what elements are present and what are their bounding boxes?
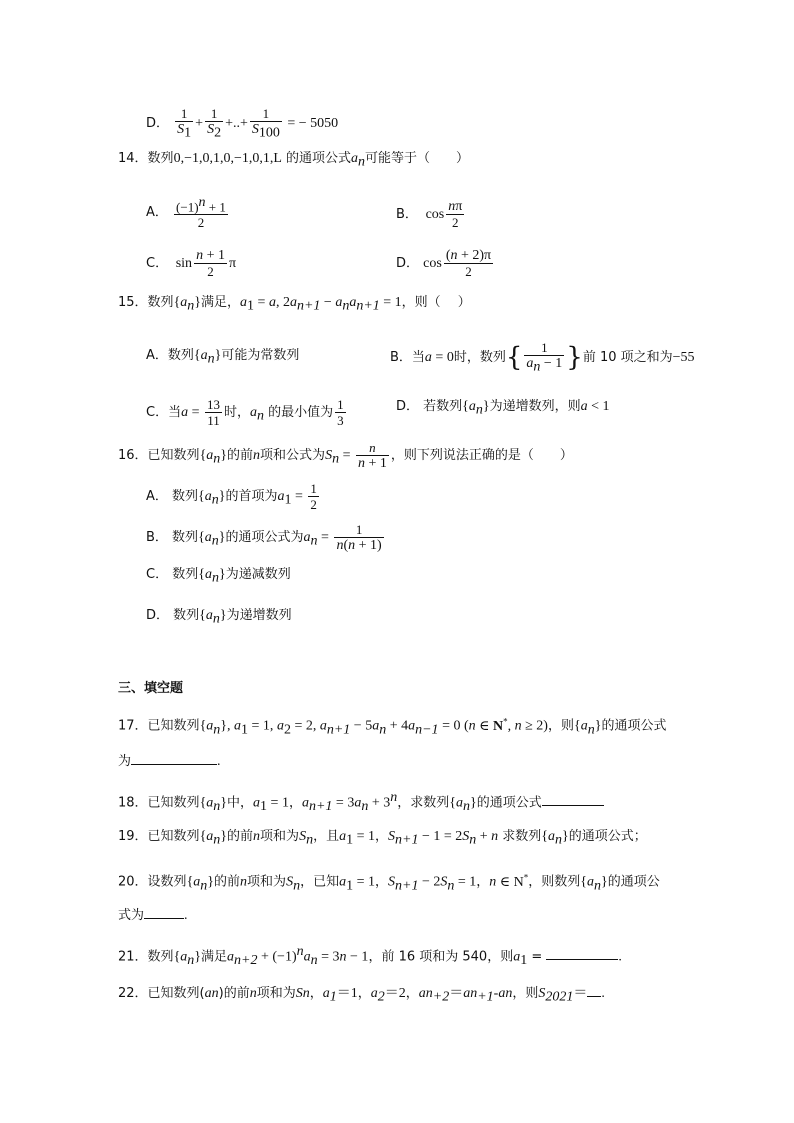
q15-option-c: C．当a = $\frac{13}{11}$ 时，$a_n$ 的最小值为 $\frac{1}{3}$: [146, 397, 344, 428]
q14-option-a: A． $\frac{(-1)^n + 1}{2}$: [146, 195, 226, 231]
answer-blank[interactable]: [131, 750, 217, 765]
q20-answer-line: 式为 .: [118, 904, 188, 926]
q16-option-d: D． 数列$\{a_n\}$为递增数列: [146, 608, 292, 627]
q15-option-d: D． 若数列$\{a_n\}$为递增数列，则a < 1: [396, 399, 610, 418]
q19-stem: 19．已知数列$\{a_n\}$的前n项和为$S_n$，且$a_1 = 1$，$S_{n+1} - 1 = 2S_n + n$ 求数列$\{a_n\}$的通项公式；: [118, 829, 647, 848]
q15-option-a: A．数列$\{a_n\}$可能为常数列: [146, 348, 300, 367]
q14-option-d: D． cos $\frac{(n + 2)\pi}{2}$: [396, 248, 492, 279]
q14-option-c: C． sin $\frac{n + 1}{2}$ π: [146, 248, 237, 279]
q18-stem: 18．已知数列$\{a_n\}$中，$a_1 = 1$，$a_{n+1} = 3a_n + 3^n$，求数列$\{a_n\}$的通项公式: [118, 788, 604, 817]
q13-option-d: D． $\frac{1}{S_1}$ + $\frac{1}{S_2}$ +..+ $\frac{1}{S_{100}}$ = − 5050: [146, 106, 339, 141]
q16-option-c: C． 数列$\{a_n\}$为递减数列: [146, 567, 291, 586]
q16-stem: 16．已知数列$\{a_n\}$的前n项和公式为$S_n$ = $\frac{n}{n + 1}$ ，则下列说法正确的是（ ）: [118, 440, 573, 471]
answer-blank[interactable]: [587, 982, 601, 997]
q22-stem: 22．已知数列(an)的前n项和为Sn，$a_1=1$，$a_2=2$，$an_{+2}=an_{+1}-an$，则$S_{2021}=$ .: [118, 982, 605, 1008]
q14-option-b: B． cos $\frac{n\pi}{2}$: [396, 199, 463, 230]
q16-option-a: A． 数列$\{a_n\}$的首项为$a_1$ = $\frac{1}{2}$: [146, 481, 317, 512]
q17-stem: 17．已知数列$\{a_n\}$, $a_1 = 1$, $a_2 = 2$, $a_{n+1} - 5a_n + 4a_{n-1} = 0$ (n ∈ N*, n ≥ 2)，则$\{a_n\}$的通项公式: [118, 716, 667, 738]
section-heading: 三、填空题: [118, 681, 184, 696]
q16-option-b: B． 数列$\{a_n\}$的通项公式为$a_n$ = $\frac{1}{n(n + 1)}$: [146, 522, 382, 553]
answer-blank[interactable]: [144, 904, 184, 919]
q20-stem: 20．设数列$\{a_n\}$的前n项和为$S_n$，已知$a_1 = 1$，$S_{n+1} - 2S_n = 1$，n ∈ N*，则数列$\{a_n\}$的通项公: [118, 872, 660, 894]
q15-stem: 15．数列$\{a_n\}$满足，$a_1 = a$, $2a_{n+1} - a_na_{n+1} = 1$，则（ ）: [118, 295, 471, 314]
answer-blank[interactable]: [546, 945, 618, 960]
q14-stem: 14．数列0,−1,0,1,0,−1,0,1,L 的通项公式$a_n$可能等于（ ）: [118, 151, 470, 170]
q17-answer-line: 为 .: [118, 750, 221, 772]
q15-option-b: B．当a = 0时，数列{ $\frac{1}{a_n - 1}$ }前 10 项之和为−55: [390, 340, 695, 375]
q21-stem: 21．数列$\{a_n\}$满足$a_{n+2} + (-1)^na_n = 3n - 1$，前 16 项和为 540，则$a_1$ = .: [118, 944, 622, 968]
answer-blank[interactable]: [542, 791, 604, 806]
